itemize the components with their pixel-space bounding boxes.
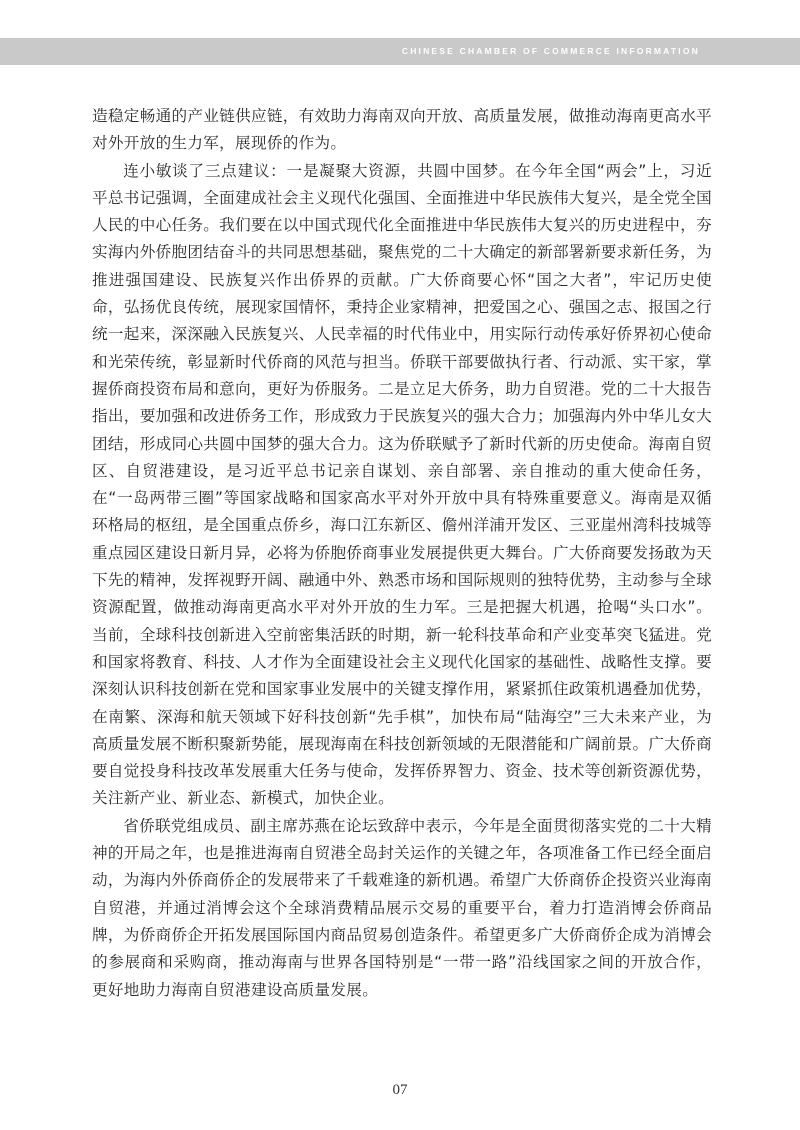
- paragraph-continued: 造稳定畅通的产业链供应链，有效助力海南双向开放、高质量发展，做推动海南更高水平对外开放的生力军，展现侨的作为。: [92, 107, 712, 153]
- page-number: 07: [392, 1082, 408, 1098]
- paragraph-su-yan-speech: 省侨联党组成员、副主席苏燕在论坛致辞中表示，今年是全面贯彻落实党的二十大精神的开局之年，也是推进海南自贸港全岛封关运作的关键之年，各项准备工作已经全面启动，为海内外侨商侨企的发展带来了千载难逢的新机遇。希望广大侨商侨企投资兴业海南自贸港，并通过消博会这个全球消费精品展示交易的重要平台，着力打造消博会侨商品牌，为侨商侨企开拓发展国际国内商品贸易创造条件。希望更多广大侨商侨企成为消博会的参展商和采购商，推动海南与世界各国特别是“一带一路”沿线国家之间的开放合作，更好地助力海南自贸港建设高质量发展。: [92, 816, 712, 999]
- publication-header: CHINESE CHAMBER OF COMMERCE INFORMATION: [401, 46, 700, 56]
- article-body: [92, 103, 712, 1004]
- paragraph-three-suggestions: 连小敏谈了三点建议：一是凝聚大资源，共圆中国梦。在今年全国“两会”上，习近平总书记强调，全面建成社会主义现代化强国、全面推进中华民族伟大复兴，是全党全国人民的中心任务。我们要在以中国式现代化全面推进中华民族伟大复兴的历史进程中，夯实海内外侨胞团结奋斗的共同思想基础，聚焦党的二十大确定的新部署新要求新任务，为推进强国建设、民族复兴作出侨界的贡献。广大侨商要心怀“国之大者”，牢记历史使命，弘扬优良传统，展现家国情怀，秉持企业家精神，把爱国之心、强国之志、报国之行统一起来，深深融入民族复兴、人民幸福的时代伟业中，用实际行动传承好侨界初心使命和光荣传统，彰显新时代侨商的风范与担当。侨联干部要做执行者、行动派、实干家，掌握侨商投资布局和意向，更好为侨服务。二是立足大侨务，助力自贸港。党的二十大报告指出，要加强和改进侨务工作，形成致力于民族复兴的强大合力；加强海内外中华儿女大团结，形成同心共圆中国梦的强大合力。这为侨联赋予了新时代新的历史使命。海南自贸区、自贸港建设，是习近平总书记亲自谋划、亲自部署、亲自推动的重大使命任务，在“一岛两带三圈”等国家战略和国家高水平对外开放中具有特殊重要意义。海南是双循环格局的枢纽，是全国重点侨乡，海口江东新区、儋州洋浦开发区、三亚崖州湾科技城等重点园区建设日新月异，必将为侨胞侨商事业发展提供更大舞台。广大侨商要发扬敢为天下先的精神，发挥视野开阔、融通中外、熟悉市场和国际规则的独特优势，主动参与全球资源配置，做推动海南更高水平对外开放的生力军。三是把握大机遇，抢喝“头口水”。当前，全球科技创新进入空前密集活跃的时期，新一轮科技革命和产业变革突飞猛进。党和国家将教育、科技、人才作为全面建设社会主义现代化国家的基础性、战略性支撑。要深刻认识科技创新在党和国家事业发展中的关键支撑作用，紧紧抓住政策机遇叠加优势，在南繁、深海和航天领域下好科技创新“先手棋”，加快布局“陆海空”三大未来产业，为高质量发展不断积聚新势能，展现海南在科技创新领域的无限潜能和广阔前景。广大侨商要自觉投身科技改革发展重大任务与使命，发挥侨界智力、资金、技术等创新资源优势，关注新产业、新业态、新模式，加快企业。: [92, 161, 712, 808]
